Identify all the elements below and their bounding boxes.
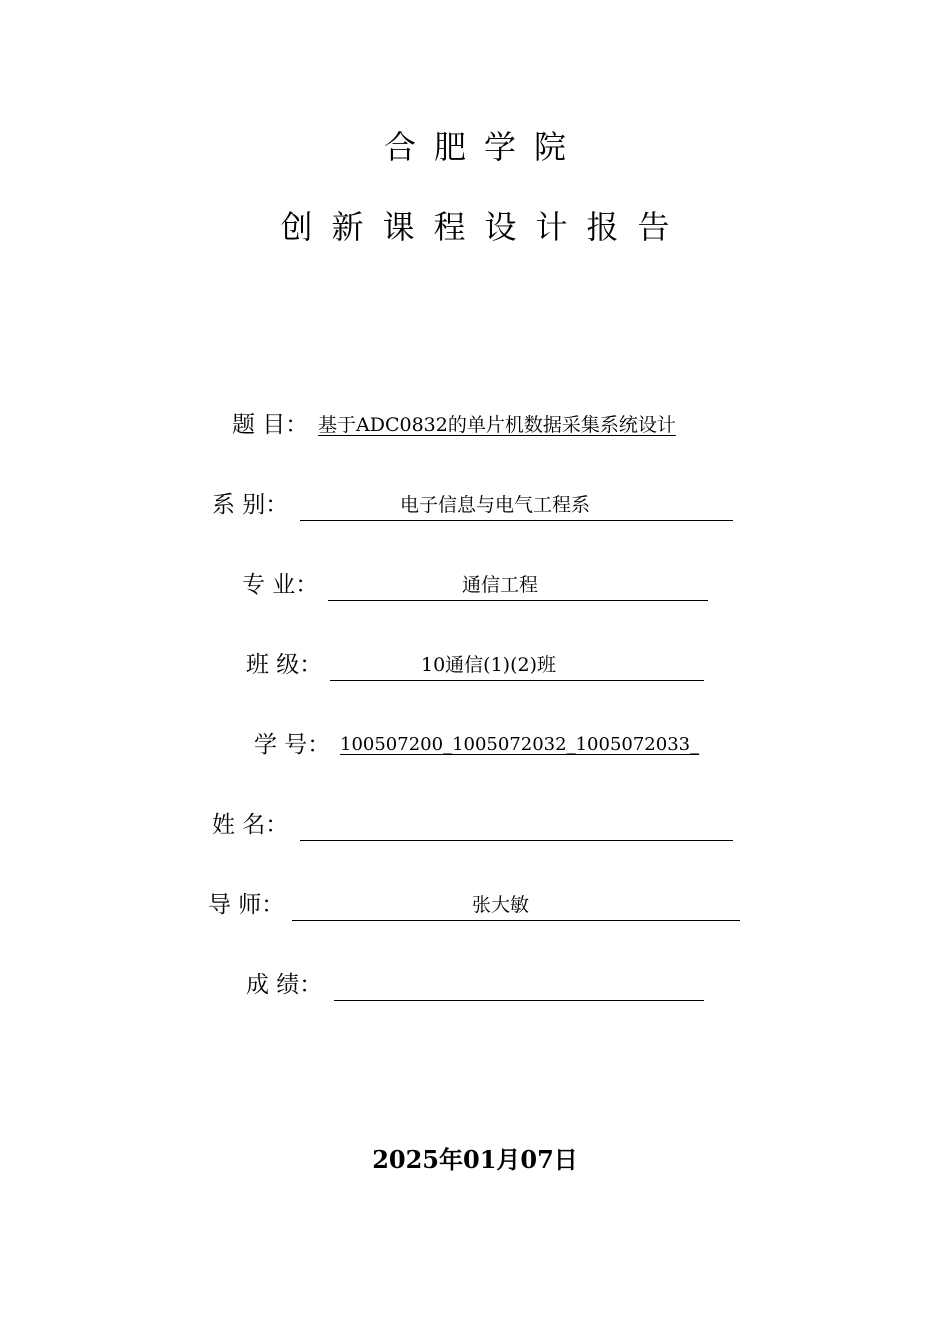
advisor-value: 张大敏 (472, 894, 530, 916)
student-id-value: 100507200_1005072032_1005072033_ (340, 734, 700, 755)
name-label: 姓 名： (212, 812, 289, 838)
topic-row (232, 410, 732, 440)
major-label: 专 业： (242, 572, 319, 598)
advisor-label: 导 师： (208, 892, 285, 918)
class-label: 班 级： (246, 652, 323, 678)
school-name: 合肥学院 (383, 128, 584, 166)
report-date: 2025年01月07日 (372, 1145, 578, 1174)
topic-label: 题 目： (232, 412, 309, 438)
major-value: 通信工程 (462, 574, 539, 596)
class-row (246, 650, 708, 680)
major-row (242, 570, 712, 600)
name-field-line (300, 810, 733, 841)
class-value: 10通信(1)(2)班 (421, 654, 557, 676)
department-row (212, 490, 737, 520)
student-id-row (254, 730, 704, 760)
advisor-row (208, 890, 743, 920)
grade-label: 成 绩： (246, 972, 323, 998)
department-value: 电子信息与电气工程系 (400, 494, 591, 516)
department-label: 系 别： (212, 492, 289, 518)
grade-row (246, 970, 708, 1000)
report-title: 创新课程设计报告 (280, 208, 689, 246)
student-id-label: 学 号： (254, 732, 331, 758)
name-row (212, 810, 737, 840)
topic-value: 基于ADC0832的单片机数据采集系统设计 (318, 414, 676, 436)
grade-field-line (334, 970, 704, 1001)
